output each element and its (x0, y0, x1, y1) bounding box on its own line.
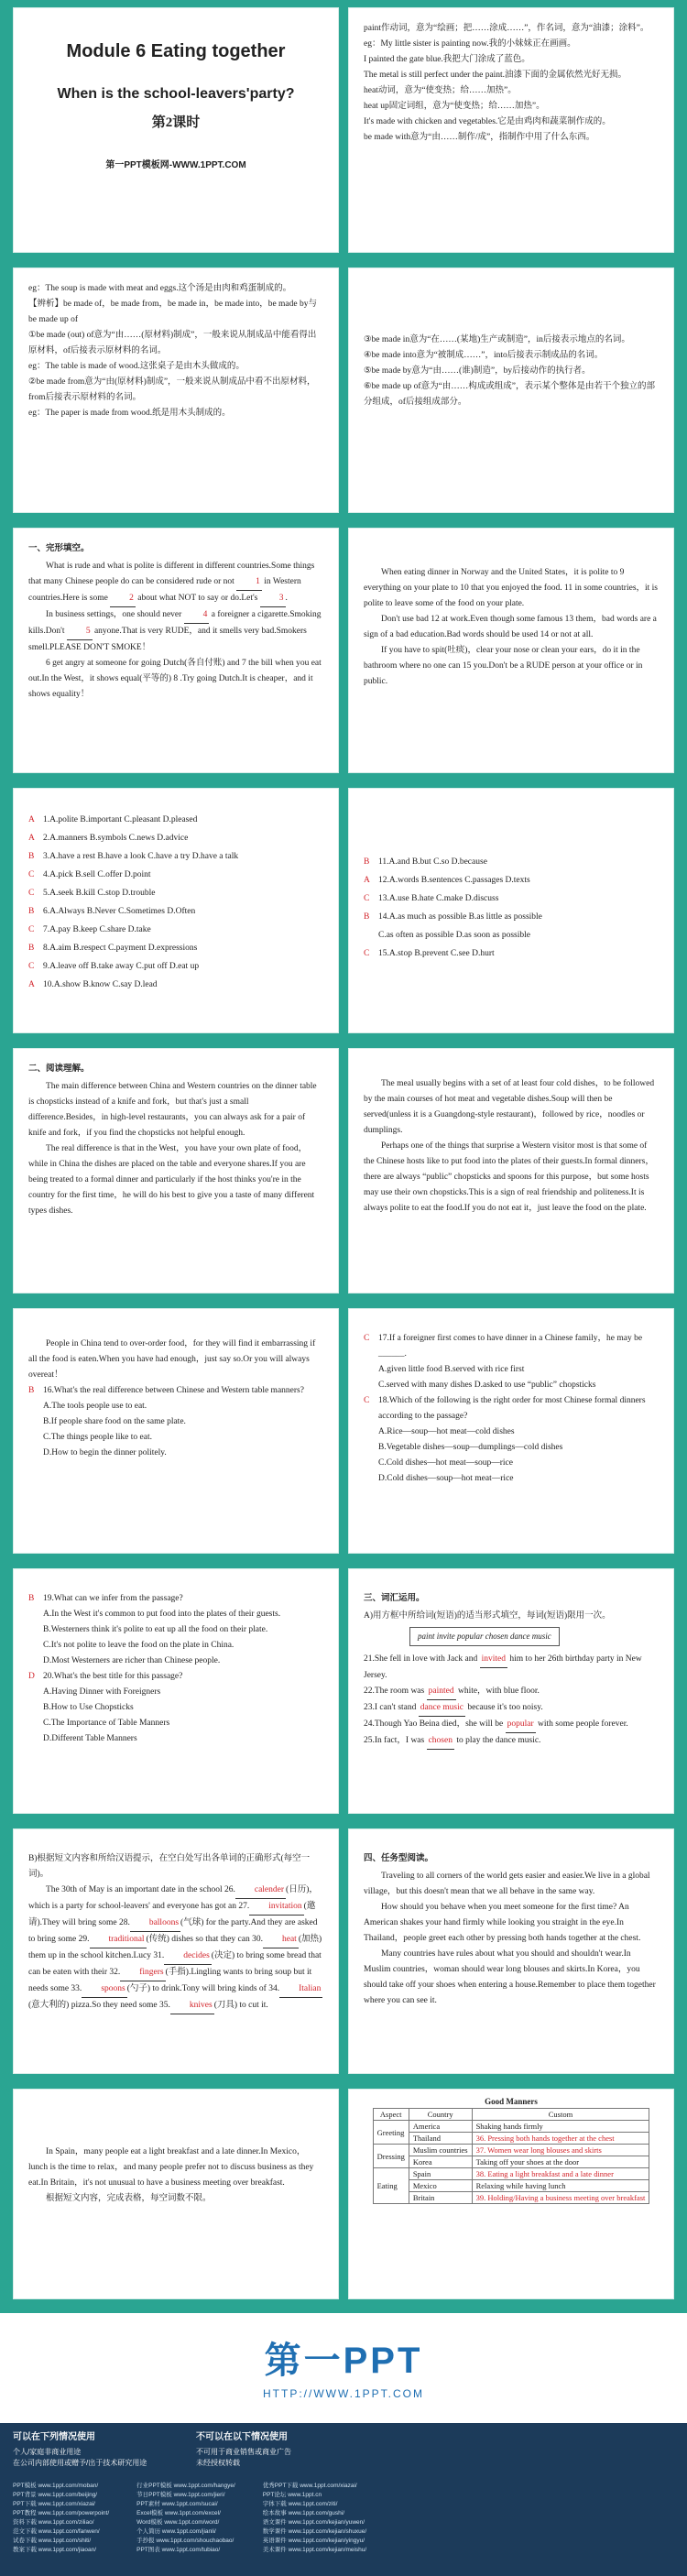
choice2-text: 15.A.stop B.prevent C.see D.hurt (378, 949, 495, 958)
q16-option-3: D.How to begin the dinner politely. (43, 1448, 167, 1457)
ppt-banner (0, 2313, 687, 2423)
q16-option-1: B.If people share food on the same plate. (43, 1417, 186, 1426)
q20-option-1: B.How to Use Chopsticks (43, 1703, 134, 1712)
q19-text: 19.What can we infer from the passage? (43, 1594, 183, 1603)
choice2-2 (364, 890, 659, 908)
cloze-slide-1 (13, 528, 339, 773)
country-cell: Muslim countries (409, 2145, 472, 2156)
fill (14, 1829, 338, 2027)
cloze-right-p3: If you have to spit(吐痰)，clear your nose or clean your ears，do it in the bathroom where no one can 15 you.Don't be a RUDE person at your office or in public. (364, 646, 643, 686)
fill-blank-7: traditional (90, 1932, 147, 1948)
footer-forbidden (196, 2432, 361, 2469)
table-body (373, 2121, 649, 2204)
reading-2 (349, 1049, 673, 1229)
footer-link-c-3: 绘本故事 www.1ppt.com/gushi/ (262, 2510, 345, 2516)
choice-7 (28, 939, 323, 957)
vocab (349, 1569, 673, 1763)
q20-option-2: C.The Importance of Table Manners (43, 1719, 170, 1728)
table-row (373, 2133, 649, 2145)
footer-forbidden-line-0: 不可用于商业销售或商业广告 (196, 2448, 291, 2456)
question-20 (28, 1669, 323, 1685)
footer-link-a-0: PPT模板 www.1ppt.com/moban/ (13, 2483, 99, 2489)
vocab-items (364, 1652, 659, 1750)
footer-link-a-5: 范文下载 www.1ppt.com/fanwen/ (13, 2528, 100, 2535)
choice-text: 7.A.pay B.keep C.share D.take (43, 925, 151, 934)
table-row (373, 2121, 649, 2133)
choice2-text: 14.A.as much as possible B.as little as possible (378, 912, 542, 922)
q16-option-2: C.The things people like to eat. (43, 1433, 152, 1442)
footer-links-c (263, 2482, 366, 2555)
reading-p5: People in China tend to over-order food，for they will find it embarrassing if all the food is eaten.When you have had enough，just say so.Or you will always overeat！ (28, 1339, 316, 1380)
custom-cell: Relaxing while having lunch (472, 2180, 649, 2192)
choice2-text: 11.A.and B.but C.so D.because (378, 857, 487, 867)
reading-p4: Perhaps one of the things that surprise a Western visitor most is that some of the Chinese hosts like to put food into the plates of their guests.In formal dinners，there are always “public” chopsticks and spoons for this purpose，but some hosts may use their own chopsticks.This is a sign of real friendship and politeness.It is always polite to eat the food.If you do not eat it，just leave the food on the plate. (364, 1141, 654, 1213)
notes1-line-7: be made with意为“由……制作/成”，指制作中用了什么东西。 (364, 133, 595, 142)
table-row (373, 2156, 649, 2168)
country-cell: Britain (409, 2192, 472, 2204)
footer-link-c-1: PPT论坛 www.1ppt.cn (262, 2492, 322, 2498)
footer-link-a-1: PPT背景 www.1ppt.com/beijing/ (13, 2492, 98, 2498)
notes1-line-0: paint作动词，意为“绘画；把……涂成……”，作名词，意为“油漆；涂料”。 (364, 24, 649, 33)
reading-slide-5 (13, 1568, 339, 1814)
vocab-item-23: 23.I can't stand dance music because it's too noisy. (364, 1700, 659, 1717)
choice2-0 (364, 853, 659, 871)
vocab-slide (348, 1568, 674, 1814)
footer-link-a-7: 教案下载 www.1ppt.com/jiaoan/ (13, 2547, 97, 2553)
country-cell: America (409, 2121, 472, 2133)
choice-text: 8.A.aim B.respect C.payment D.expressions (43, 944, 198, 953)
task-1 (349, 1829, 673, 2022)
notes3-line-3: ⑥be made up of意为“由……构成或组成”，表示某个整体是由若干个独立的部分组成，of后接组成部分。 (364, 382, 656, 407)
choice-answer: C (28, 925, 35, 934)
question-17 (364, 1331, 659, 1362)
choice-9 (28, 976, 323, 994)
table-header-0: Aspect (373, 2109, 409, 2121)
choice-text: 6.A.Always B.Never C.Sometimes D.Often (43, 907, 196, 916)
fill-text: The 30th of May is an important date in the school 26. calender (日历)，which is a party for school-leavers' and everyone has got an 27. invitation (邀请).They will bring some 28. balloons (气球) for the party.And they are asked to bring some 29. traditional (传统) dishes so that they can 30. heat (加热) them up in the school kitchen.Lucy 31. decides (决定) to bring some bread that can be eaten with their 32. fingers (手指).Lingling wants to bring soup but it needs some 33. spoons (勺子) to drink.Tony will bring kinds of 34. Italian(意大利的) pizza.So they need some 35. knives (刀具) to cut it. (28, 1883, 323, 2014)
notes3-line-2: ⑤be made by意为“由……(谁)制造”，by后接动作的执行者。 (364, 366, 591, 376)
choices-2-list (349, 789, 673, 976)
vocab-answer: invited (480, 1652, 507, 1668)
choice2-3 (364, 908, 659, 926)
blank-4: 4 (184, 607, 210, 624)
custom-cell: 38. Eating a light breakfast and a late dinner (472, 2168, 649, 2180)
notes1-line-6: It's made with chicken and vegetables.它是由鸡肉和蔬菜制作成的。 (364, 117, 611, 126)
ppt-logo: 第一PPT (264, 2341, 423, 2381)
footer-link-b-6: 手抄报 www.1ppt.com/shouchaobao/ (136, 2538, 234, 2544)
good-manners-table (373, 2108, 650, 2204)
notes-slide-2 (13, 267, 339, 513)
choice-answer: A (28, 980, 35, 989)
table-header-2: Custom (472, 2109, 649, 2121)
footer-link-b-3: Excel模板 www.1ppt.com/excel/ (136, 2510, 221, 2516)
cloze-slide-2 (348, 528, 674, 773)
reading-p2: The real difference is that in the West，you have your own plate of food，while in China the dishes are placed on the table and everyone shares.If you are being treated to a formal dinner and particularly if the host thinks you're in the country for the first time，he will do his best to give you a taste of many different types dishes. (28, 1144, 315, 1216)
task-slide-2 (13, 2089, 339, 2299)
notes-3-text (349, 268, 673, 423)
reading-heading: 二、阅读理解。 (28, 1064, 90, 1074)
blank-1: 1 (236, 574, 262, 591)
choice2-answer: B (364, 857, 370, 867)
q20-option-3: D.Different Table Manners (43, 1734, 137, 1743)
country-cell: Spain (409, 2168, 472, 2180)
footer-allowed-line-0: 个人/家庭非商业用途 (13, 2448, 82, 2456)
choice-text: 4.A.pick B.sell C.offer D.point (43, 870, 151, 879)
choice-answer: C (28, 889, 35, 898)
choice-8 (28, 957, 323, 976)
aspect-cell: Dressing (373, 2145, 409, 2168)
vocab-item-24: 24.Though Yao Beina died，she will be popular with some people forever. (364, 1717, 659, 1733)
choice2-4 (364, 926, 659, 944)
footer-link-a-3: PPT教程 www.1ppt.com/powerpoint/ (13, 2510, 110, 2516)
q19-option-3: D.Most Westerners are richer than Chinese people. (43, 1656, 221, 1665)
q18-option-0: A.Rice—soup—hot meat—cold dishes (378, 1427, 515, 1436)
footer-forbidden-title: 不可以在以下情况使用 (196, 2432, 288, 2442)
footer-allowed-title: 可以在下列情况使用 (13, 2432, 95, 2442)
country-cell: Mexico (409, 2180, 472, 2192)
country-cell: Thailand (409, 2133, 472, 2145)
table-caption: Good Manners (485, 2097, 538, 2106)
fill-blank-3: invitation (249, 1899, 303, 1916)
notes-slide-1 (348, 7, 674, 253)
blank-3: 3 (260, 591, 286, 607)
cloze-left-text (28, 559, 323, 703)
footer-allowed (13, 2432, 178, 2469)
choice-1 (28, 829, 323, 847)
reading-5 (14, 1569, 338, 1760)
q18-text: 18.Which of the following is the right order for most Chinese formal dinners according to the passage? (378, 1396, 646, 1421)
q17-option-0: A.given little food B.served with rice first (378, 1365, 525, 1374)
cloze-right-p2: Don't use bad 12 at work.Even though some famous 13 them，bad words are a sign of a bad education.Bad words should be used 14 or not at all. (364, 615, 657, 639)
fill-blank-13: fingers (120, 1965, 165, 1981)
notes3-line-1: ④be made into意为“被制成……”，into后接表示制成品的名词。 (364, 351, 604, 360)
reading-p1: The main difference between China and Western countries on the dinner table is chopsticks instead of a knife and fork，but that's just a small difference.Besides，in high-level restaurants，you can always ask for a pair of knife and fork，if you find the chopsticks not helpful enough. (28, 1082, 317, 1138)
aspect-cell: Eating (373, 2168, 409, 2204)
q18-answer: C (364, 1396, 370, 1405)
q18-options (364, 1424, 659, 1487)
choice-4 (28, 884, 323, 902)
notes1-line-3: The metal is still perfect under the paint.油漆下面的金属依然光好无损。 (364, 71, 627, 80)
table-row (373, 2168, 649, 2180)
blank-2: 2 (110, 591, 136, 607)
fill-blank-1: calender (235, 1883, 286, 1899)
choice-0 (28, 811, 323, 829)
custom-cell: 37. Women wear long blouses and skirts (472, 2145, 649, 2156)
choice-text: 5.A.seek B.kill C.stop D.trouble (43, 889, 156, 898)
footer-links-b (136, 2482, 235, 2555)
footer-link-c-0: 优秀PPT下载 www.1ppt.com/xiazai/ (262, 2483, 357, 2489)
vocab-answer: chosen (427, 1733, 454, 1750)
reading-slide-4 (348, 1308, 674, 1554)
notes3-line-0: ③be made in意为“在……(某地)生产或制造”，in后接表示地点的名词。 (364, 335, 630, 344)
choice-text: 2.A.manners B.symbols C.news D.advice (43, 834, 189, 843)
q16-text: 16.What's the real difference between Chinese and Western table manners? (43, 1386, 304, 1395)
q17-option-1: C.served with many dishes D.asked to use “public” chopsticks (378, 1381, 596, 1390)
footer-allowed-line-1: 在公司内部使用或赠予/出于技术研究用途 (13, 2459, 147, 2467)
table-header-row (373, 2109, 649, 2121)
choices-slide-2 (348, 788, 674, 1033)
task-p1: Traveling to all corners of the world gets easier and easier.We live in a global village，but this doesn't mean that we all behave in the same way. (364, 1872, 650, 1896)
q16-options (28, 1399, 323, 1461)
choice-5 (28, 902, 323, 921)
cloze-right (349, 529, 673, 703)
choice-answer: C (28, 962, 35, 971)
q20-text: 20.What's the best title for this passage? (43, 1672, 183, 1681)
choice-text: 9.A.leave off B.take away C.put off D.eat up (43, 962, 200, 971)
choice-answer: B (28, 907, 35, 916)
footer-link-b-7: PPT图表 www.1ppt.com/tubiao/ (136, 2547, 221, 2553)
footer-link-a-6: 试卷下载 www.1ppt.com/shiti/ (13, 2538, 92, 2544)
footer-link-c-6: 英语课件 www.1ppt.com/kejian/yingyu/ (262, 2538, 365, 2544)
q18-option-1: B.Vegetable dishes—soup—dumplings—cold dishes (378, 1443, 563, 1452)
q18-option-3: D.Cold dishes—soup—hot meat—rice (378, 1474, 514, 1483)
table-row (373, 2192, 649, 2204)
footer-links-a (13, 2482, 109, 2555)
footer-forbidden-line-1: 未经授权转载 (196, 2459, 240, 2467)
footer-link-b-1: 节日PPT模板 www.1ppt.com/jieri/ (136, 2492, 225, 2498)
fill-blank-9: heat (263, 1932, 299, 1948)
q19-option-1: B.Westerners think it's polite to eat up all the food on their plate. (43, 1625, 268, 1634)
choice-6 (28, 921, 323, 939)
choice-answer: A (28, 815, 35, 824)
q17-text: 17.If a foreigner first comes to have dinner in a Chinese family，he may be ______. (378, 1334, 643, 1359)
notes1-line-5: heat up固定词组，意为“使变热；给……加热”。 (364, 102, 545, 111)
custom-cell: Shaking hands firmly (472, 2121, 649, 2133)
q19-option-2: C.It's not polite to leave the food on the plate in China. (43, 1641, 234, 1650)
task-p5: 根据短文内容，完成表格，每空词数不限。 (46, 2194, 212, 2203)
footer-link-c-2: 字体下载 www.1ppt.com/ziti/ (262, 2501, 338, 2507)
footer-link-b-4: Word模板 www.1ppt.com/word/ (136, 2519, 220, 2526)
choice2-answer: C (364, 949, 370, 958)
choices-slide-1 (13, 788, 339, 1033)
notes1-line-1: eg：My little sister is painting now.我的小妹妹正在画画。 (364, 39, 576, 49)
notes2-line-2: ①be made (out) of意为“由……(原材料)制成”，一般来说从制成品中能看得出原材料，of后接表示原材料的名词。 (28, 331, 317, 355)
choice-text: 1.A.polite B.important C.pleasant D.pleased (43, 815, 198, 824)
task-heading: 四、任务型阅读。 (364, 1854, 434, 1863)
site-label: 第一PPT模板网-WWW.1PPT.COM (105, 160, 246, 170)
cloze-heading: 一、完形填空。 (28, 544, 90, 553)
custom-cell: Taking off your shoes at the door (472, 2156, 649, 2168)
custom-cell: 39. Holding/Having a business meeting over breakfast (472, 2192, 649, 2204)
table-header-1: Country (409, 2109, 472, 2121)
footer-link-c-7: 美术课件 www.1ppt.com/kejian/meishu/ (262, 2547, 367, 2553)
task-2 (14, 2090, 338, 2220)
notes-1-text (349, 8, 673, 158)
choice2-text: C.as often as possible D.as soon as possible (378, 931, 530, 940)
q17-answer: C (364, 1334, 370, 1343)
table-slide (348, 2089, 674, 2299)
choice2-answer: A (364, 876, 370, 885)
ppt-url: HTTP://WWW.1PPT.COM (263, 2387, 424, 2400)
footer-allowed-lines (13, 2447, 178, 2469)
choice2-5 (364, 944, 659, 963)
vocab-answer: painted (427, 1684, 456, 1700)
notes2-line-4: ②be made from意为“由(原材料)制成”，一般来说从制成品中看不出原材料，from后接表示原材料的名词。 (28, 377, 316, 402)
word-box: paint invite popular chosen dance music (409, 1627, 560, 1646)
footer-link-c-5: 数学课件 www.1ppt.com/kejian/shuxue/ (262, 2528, 367, 2535)
reading-slide-1 (13, 1048, 339, 1293)
task-p4: In Spain，many people eat a light breakfast and a late dinner.In Mexico，lunch is the time to relax，and many people prefer not to discuss business as they eat.In Britain，it's not unusual to have a business meeting over breakfast. (28, 2147, 314, 2188)
question-16 (28, 1383, 323, 1399)
vocab-answer: popular (506, 1717, 536, 1733)
footer-link-b-2: PPT素材 www.1ppt.com/sucai/ (136, 2501, 218, 2507)
task-p3: Many countries have rules about what you should and shouldn't wear.In Muslim countries，woman should wear long blouses and skirts.In Korea，you should take off your shoes when entering a house.Remember to place them together where you can see it. (364, 1949, 656, 2005)
footer-forbidden-lines (196, 2447, 361, 2469)
choice-answer: A (28, 834, 35, 843)
footer-link-a-2: PPT下载 www.1ppt.com/xiazai/ (13, 2501, 95, 2507)
fill-slide (13, 1828, 339, 2074)
q16-option-0: A.The tools people use to eat. (43, 1402, 147, 1411)
choice2-text: 12.A.words B.sentences C.passages D.texts (378, 876, 530, 885)
cloze-p1: What is rude and what is polite is different in different countries.Some things that many Chinese people do can be considered rude or not 1 in Western countries.Here is some 2 about what NOT to say or do.Let's 3 . (28, 559, 323, 607)
blank-5: 5 (67, 624, 93, 640)
cloze-p2: In business settings，one should never 4 a foreigner a cigarette.Smoking kills.Don't 5 anyone.That is very RUDE，and it smells very bad.Smokers smell.PLEASE DON'T SMOKE！ (28, 607, 323, 656)
q20-option-0: A.Having Dinner with Foreigners (43, 1687, 161, 1697)
footer-link-b-0: 行业PPT模板 www.1ppt.com/hangye/ (136, 2483, 235, 2489)
choice-text: 10.A.show B.know C.say D.lead (43, 980, 158, 989)
reading-4 (349, 1309, 673, 1500)
cloze-left (14, 529, 338, 715)
q20-options (28, 1685, 323, 1747)
cloze-p3: 6 get angry at someone for going Dutch(各自付账) and 7 the bill when you eat out.In the West，it shows equal(平等的) 8 .Try going Dutch.It is cheaper，and it shows equality！ (28, 659, 322, 699)
country-cell: Korea (409, 2156, 472, 2168)
q16-answer: B (28, 1386, 35, 1395)
fill-blank-15: spoons (82, 1981, 126, 1998)
footer-link-b-5: 个人简历 www.1ppt.com/jianli/ (136, 2528, 216, 2535)
cloze-right-p1: When eating dinner in Norway and the United States，it is polite to 9 everything on your plate to 10 that you enjoyed the food. 11 in some countries，it is polite to leave some of the food on your plate. (364, 568, 659, 608)
q19-option-0: A.In the West it's common to put food into the plates of their guests. (43, 1610, 281, 1619)
q19-answer: B (28, 1594, 35, 1603)
notes1-line-2: I painted the gate blue.我把大门涂成了蓝色。 (364, 55, 530, 64)
notes2-line-5: eg：The paper is made from wood.纸是用木头制成的。 (28, 409, 231, 418)
title-slide (13, 7, 339, 253)
fill-blank-17: Italian (279, 1981, 322, 1998)
choice-answer: C (28, 870, 35, 879)
notes-slide-3 (348, 267, 674, 513)
table-row (373, 2180, 649, 2192)
reading-slide-2 (348, 1048, 674, 1293)
reading-p3: The meal usually begins with a set of at least four cold dishes，to be followed by the main courses of hot meat and vegetable dishes.Soup will then be served(unless it is a Guangdong-style restaurant)，followed by rice，noodles or dumplings. (364, 1079, 655, 1135)
choice-2 (28, 847, 323, 866)
vocab-item-22: 22.The room was painted white，with blue floor. (364, 1684, 659, 1700)
choice-answer: B (28, 852, 35, 861)
vocab-heading: 三、词汇运用。 (364, 1594, 425, 1603)
notes2-line-0: eg：The soup is made with meat and eggs.这个汤是由肉和鸡蛋制成的。 (28, 284, 292, 293)
question-18 (364, 1393, 659, 1424)
vocab-instructions: A)用方框中所给词(短语)的适当形式填空，每词(短语)限用一次。 (364, 1611, 611, 1621)
fill-instructions: B)根据短文内容和所给汉语提示，在空白处写出各单词的正确形式(每空一词)。 (28, 1854, 311, 1879)
aspect-cell: Greeting (373, 2121, 409, 2145)
choice2-text: 13.A.use B.hate C.make D.discuss (378, 894, 499, 903)
q19-options (28, 1607, 323, 1669)
footer-link-a-4: 资料下载 www.1ppt.com/ziliao/ (13, 2519, 94, 2526)
task-slide-1 (348, 1828, 674, 2074)
period-label: 第2课时 (151, 115, 201, 130)
q20-answer: D (28, 1672, 35, 1681)
choices-1-list (14, 789, 338, 1007)
fill-blank-19: knives (170, 1998, 214, 2014)
question-19 (28, 1591, 323, 1607)
footer (0, 2423, 687, 2576)
custom-cell: 36. Pressing both hands together at the chest (472, 2133, 649, 2145)
vocab-item-25: 25.In fact，I was chosen to play the dance music. (364, 1733, 659, 1750)
notes2-line-1: 【辨析】be made of，be made from，be made in，be made into，be made by与be made up of (28, 300, 317, 324)
reading-1 (14, 1049, 338, 1232)
q17-options (364, 1362, 659, 1393)
task-p2: How should you behave when you meet someone for the first time? An American shakes your hand firmly while looking you straight in the eye.In Thailand，people greet each other by pressing both hands together at the chest. (364, 1903, 641, 1943)
vocab-answer: dance music (419, 1700, 465, 1717)
choice2-answer: C (364, 894, 370, 903)
choice-text: 3.A.have a rest B.have a look C.have a try D.have a talk (43, 852, 239, 861)
module-title: Module 6 Eating together (66, 41, 286, 61)
fill-blank-5: balloons (130, 1916, 180, 1932)
choice2-1 (364, 871, 659, 890)
fill-blank-11: decides (164, 1948, 212, 1965)
reading-3 (14, 1309, 338, 1474)
q18-option-2: C.Cold dishes—hot meat—soup—rice (378, 1458, 513, 1468)
lesson-title: When is the school-leavers'party? (57, 86, 295, 102)
vocab-item-21: 21.She fell in love with Jack and invited him to her 26th birthday party in New Jersey. (364, 1652, 659, 1684)
table-row (373, 2145, 649, 2156)
choice2-answer: B (364, 912, 370, 922)
notes2-line-3: eg：The table is made of wood.这张桌子是由木头做成的。 (28, 362, 245, 371)
reading-slide-3 (13, 1308, 339, 1554)
choice-answer: B (28, 944, 35, 953)
footer-link-c-4: 语文课件 www.1ppt.com/kejian/yuwen/ (262, 2519, 365, 2526)
notes1-line-4: heat动词，意为“使变热；给……加热”。 (364, 86, 517, 95)
notes-2-text (14, 268, 338, 434)
choice-3 (28, 866, 323, 884)
